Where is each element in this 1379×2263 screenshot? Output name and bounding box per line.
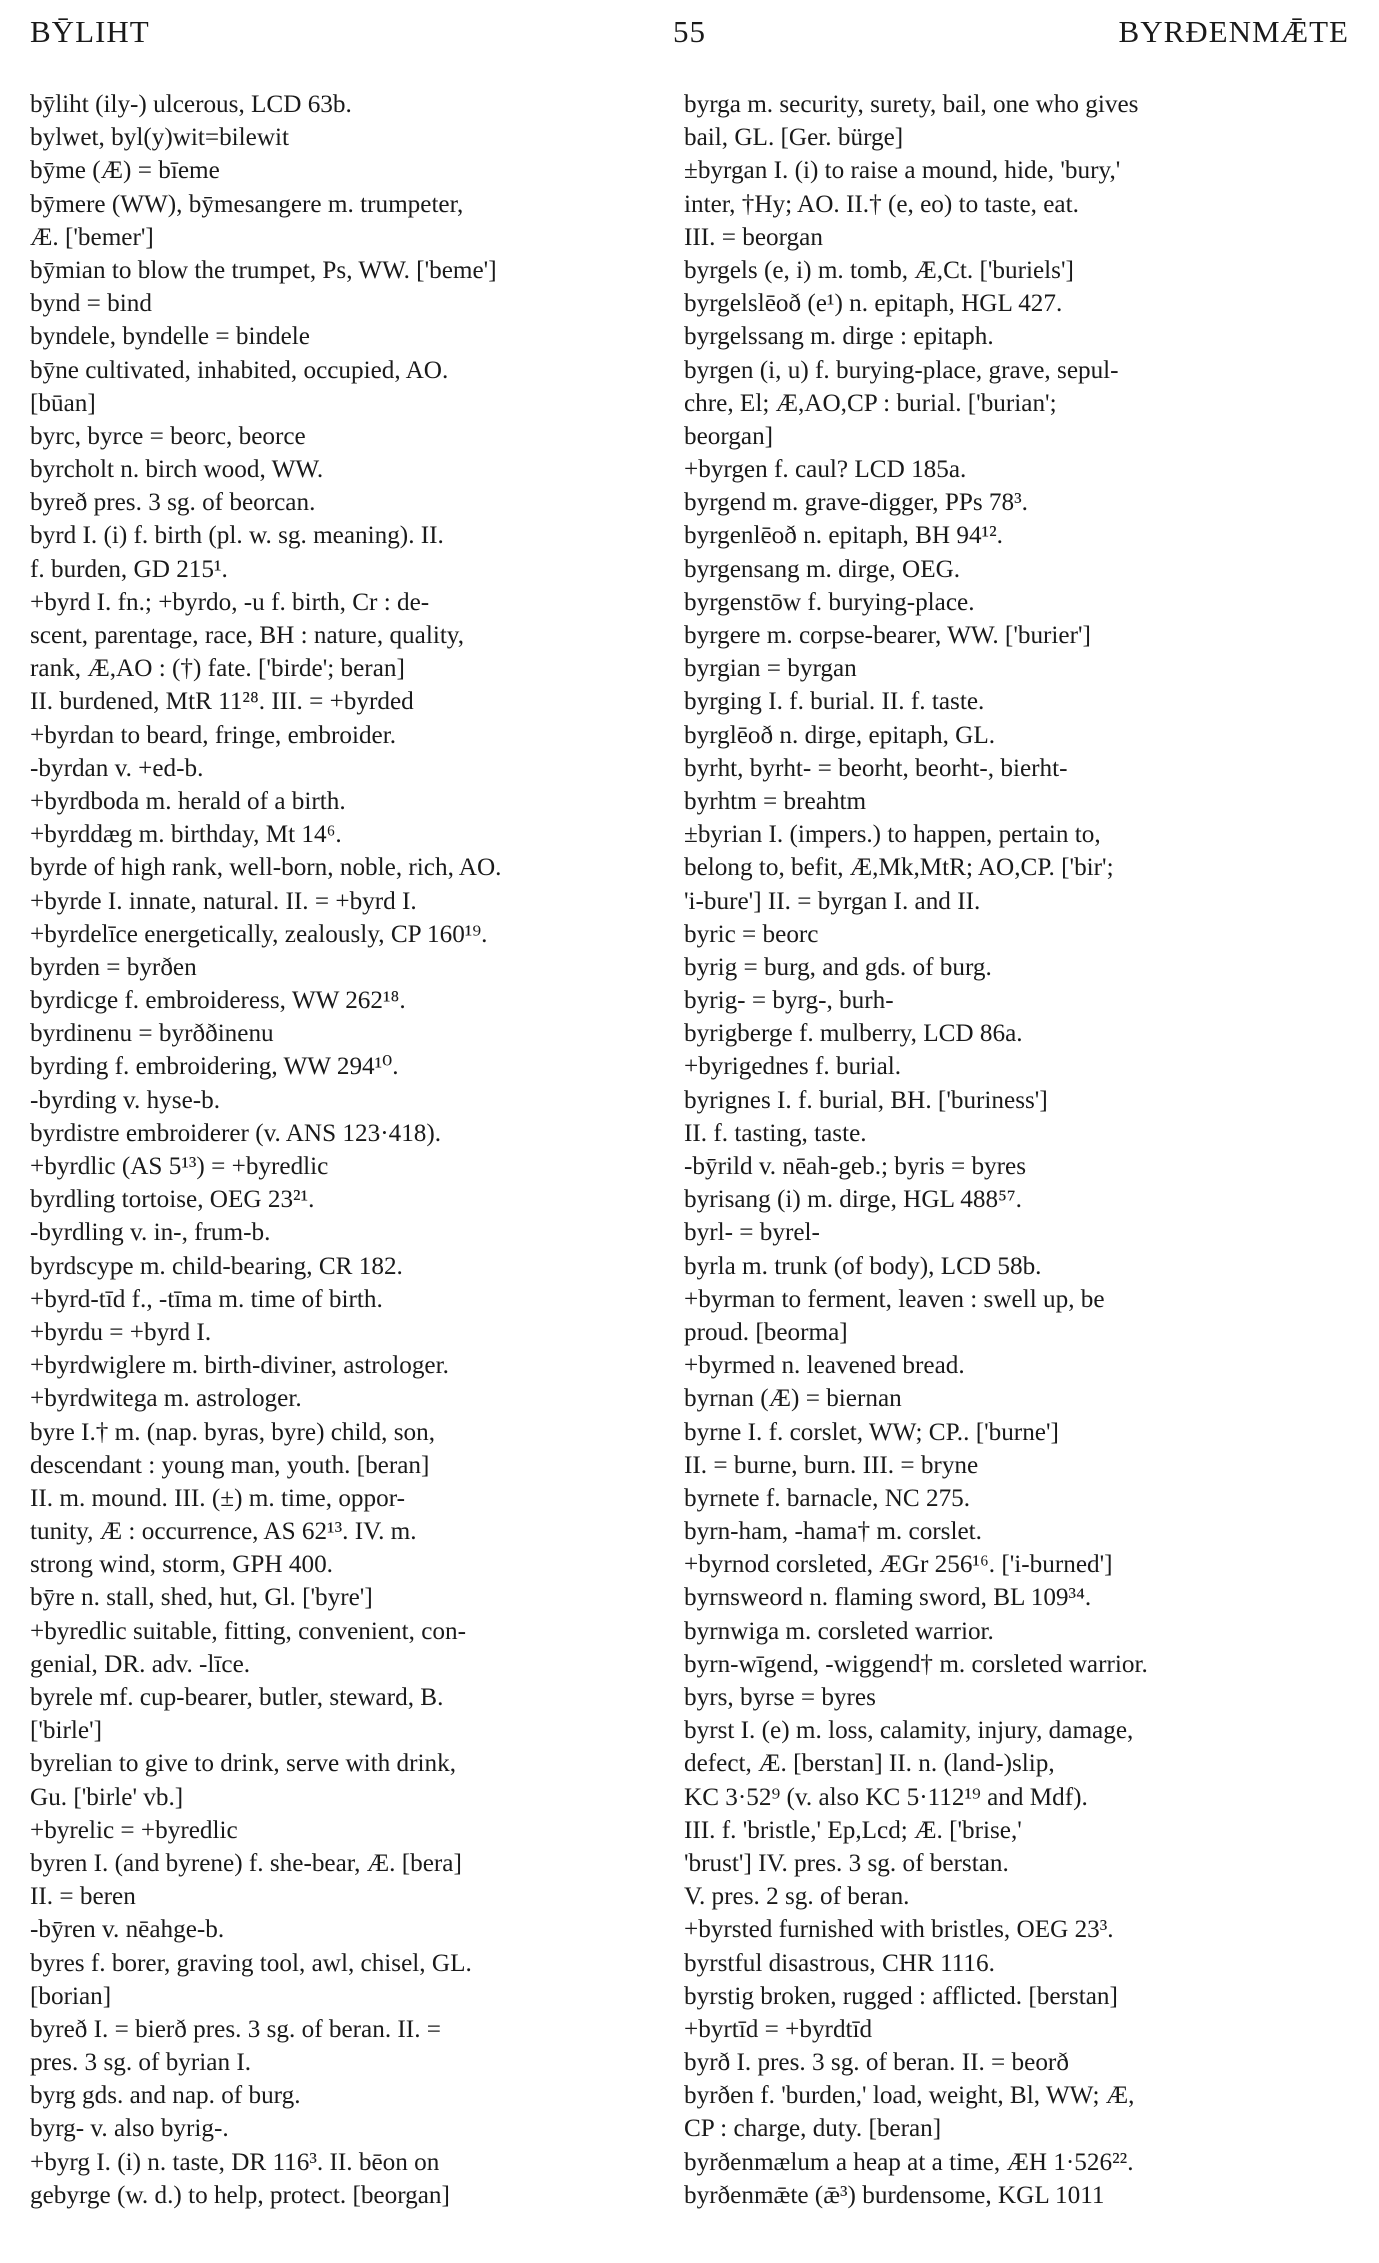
entry-line: byrgenlēoð n. epitaph, BH 94¹². [684,522,1003,550]
entry-line: byrn-wīgend, -wiggend† m. corsleted warrior. [684,1650,1148,1678]
entry-line: byrig = burg, and gds. of burg. [684,953,992,981]
entry-line: byrgelssang m. dirge : epitaph. [684,323,994,351]
entry-line: byrdinenu = byrððinenu [30,1020,274,1048]
entry-line: gebyrge (w. d.) to help, protect. [beorgan] [30,2181,450,2209]
entry-line: byrele mf. cup-bearer, butler, steward, B. [30,1684,444,1711]
entry-line: byrding f. embroidering, WW 294¹⁰. [30,1053,399,1081]
entry-line: byrnwiga m. corsleted warrior. [684,1617,994,1645]
entry-line: II. = beren [30,1883,136,1911]
entry-line: byrla m. trunk (of body), LCD 58b. [684,1252,1042,1280]
entry-line: -bȳren v. nēahge-b. [30,1916,225,1944]
entry-line: II. = burne, burn. III. = bryne [684,1451,979,1479]
entry-line: byrga m. security, surety, bail, one who gives [684,91,1139,118]
entry-line: byrst I. (e) m. loss, calamity, injury, damage, [684,1717,1134,1745]
entry-line: descendant : young man, youth. [beran] [30,1451,430,1479]
entry-line: byrging I. f. burial. II. f. taste. [684,688,985,716]
entry-line: belong to, befit, Æ,Mk,MtR; AO,CP. ['bir'; [684,854,1114,882]
entry-line: Gu. ['birle' vb.] [30,1783,184,1811]
entry-line: -byrdling v. in-, frum-b. [30,1219,271,1247]
entry-line: genial, DR. adv. -līce. [30,1650,251,1678]
entry-line: +byrdlic (AS 5¹³) = +byredlic [30,1153,329,1180]
entry-line: byrg gds. and nap. of burg. [30,2082,301,2110]
entry-line: rank, Æ,AO : (†) fate. ['birde'; beran] [30,655,405,683]
entry-line: byrgian = byrgan [684,655,857,683]
entry-line: +byrde I. innate, natural. II. = +byrd I. [30,887,417,915]
entry-line: byrisang (i) m. dirge, HGL 488⁵⁷. [684,1186,1022,1214]
entry-line: byrn-ham, -hama† m. corslet. [684,1518,982,1546]
entry-line: byrstful disastrous, CHR 1116. [684,1949,995,1977]
entry-line: byren I. (and byrene) f. she-bear, Æ. [bera] [30,1849,462,1877]
entry-line: byrgels (e, i) m. tomb, Æ,Ct. ['buriels'] [684,256,1074,284]
entry-line: +byrdu = +byrd I. [30,1318,212,1346]
entry-line: CP : charge, duty. [beran] [684,2115,942,2143]
entry-line: byrglēoð n. dirge, epitaph, GL. [684,721,996,749]
entry-line: byrne I. f. corslet, WW; CP.. ['burne'] [684,1418,1059,1446]
entry-line: bȳne cultivated, inhabited, occupied, AO. [30,356,449,384]
entry-line: -bȳrild v. nēah-geb.; byris = byres [684,1153,1027,1180]
entry-line: [borian] [30,1982,112,2010]
entry-line: +byrdan to beard, fringe, embroider. [30,721,397,749]
entry-line: byrgensang m. dirge, OEG. [684,555,961,583]
entry-line: II. burdened, MtR 11²⁸. III. = +byrded [30,688,414,716]
entry-line: byrcholt n. birch wood, WW. [30,456,324,484]
entry-line: II. f. tasting, taste. [684,1119,867,1147]
entry-line: +byrigednes f. burial. [684,1053,902,1081]
entry-line: byrgelslēoð (e¹) n. epitaph, HGL 427. [684,290,1063,318]
entry-line: KC 3·52⁹ (v. also KC 5·112¹⁹ and Mdf). [684,1783,1088,1811]
entry-line: proud. [beorma] [684,1318,848,1346]
entry-line: bȳme (Æ) = bīeme [30,157,220,185]
entry-line: byreð I. = bierð pres. 3 sg. of beran. II. = [30,2015,441,2043]
entry-line: +byrnod corsleted, ÆGr 256¹⁶. ['i-burned'] [684,1551,1113,1579]
entry-line: -byrding v. hyse-b. [30,1086,221,1114]
entry-line: byrðenmælum a heap at a time, ÆH 1·526²². [684,2148,1134,2176]
entry-line: ['birle'] [30,1717,103,1745]
entry-line: ±byrian I. (impers.) to happen, pertain to, [684,821,1101,849]
entry-line: +byrgen f. caul? LCD 185a. [684,456,967,484]
page-number: 55 [673,14,706,49]
entry-line: byrht, byrht- = beorht, beorht-, bierht- [684,754,1068,782]
entry-line: byric = beorc [684,920,819,948]
entry-line: byrigberge f. mulberry, LCD 86a. [684,1020,1023,1048]
entry-line: -byrdan v. +ed-b. [30,754,204,782]
entry-line: byndele, byndelle = bindele [30,323,310,351]
entry-line: byrdistre embroiderer (v. ANS 123·418). [30,1119,442,1147]
header-left-guide-word: BȲLIHT [30,14,150,49]
entry-line: byrgen (i, u) f. burying-place, grave, sepul- [684,356,1119,384]
entry-line: chre, El; Æ,AO,CP : burial. ['burian'; [684,389,1057,417]
entry-line: +byrtīd = +byrdtīd [684,2015,873,2043]
entry-line: byrnsweord n. flaming sword, BL 109³⁴. [684,1584,1092,1612]
entry-line: byrnan (Æ) = biernan [684,1385,902,1413]
entry-line: byrignes I. f. burial, BH. ['buriness'] [684,1086,1048,1114]
right-column [684,88,1339,2212]
entry-line: byrd I. (i) f. birth (pl. w. sg. meaning). II. [30,522,444,550]
entry-line: III. f. 'bristle,' Ep,Lcd; Æ. ['brise,' [684,1816,1022,1844]
entry-line: byres f. borer, graving tool, awl, chisel, GL. [30,1949,472,1977]
entry-line: byrden = byrðen [30,953,197,981]
entry-line: +byrelic = +byredlic [30,1816,238,1844]
entry-line: +byrddæg m. birthday, Mt 14⁶. [30,821,342,849]
entry-line: byrdscype m. child-bearing, CR 182. [30,1252,403,1280]
entry-line: +byrman to ferment, leaven : swell up, be [684,1285,1105,1313]
entry-line: bail, GL. [Ger. bürge] [684,124,904,152]
entry-line: byrgere m. corpse-bearer, WW. ['burier'] [684,622,1091,649]
entry-line: defect, Æ. [berstan] II. n. (land-)slip, [684,1750,1055,1778]
entry-line: bylwet, byl(y)wit=bilewit [30,124,290,152]
entry-line: byrgenstōw f. burying-place. [684,588,975,616]
entry-line: bȳliht (ily-) ulcerous, LCD 63b. [30,91,352,118]
entry-line: byrðenmǣte (ǣ³) burdensome, KGL 1011 [684,2181,1105,2209]
entry-line: inter, †Hy; AO. II.† (e, eo) to taste, eat. [684,190,1079,218]
entry-line: byrig- = byrg-, burh- [684,987,894,1015]
entry-line: bynd = bind [30,290,152,318]
entry-line: tunity, Æ : occurrence, AS 62¹³. IV. m. [30,1518,417,1546]
entry-line: byrs, byrse = byres [684,1684,876,1711]
entry-line: pres. 3 sg. of byrian I. [30,2049,252,2077]
entry-line: byrdicge f. embroideress, WW 262¹⁸. [30,987,406,1015]
header-right-guide-word: BYRÐENMǢTE [1118,14,1349,49]
entry-line: byrð I. pres. 3 sg. of beran. II. = beorð [684,2049,1069,2077]
entry-line: Æ. ['bemer'] [30,223,154,251]
entry-line: byrnete f. barnacle, NC 275. [684,1484,971,1512]
entry-line: +byrdelīce energetically, zealously, CP 160¹⁹. [30,920,488,948]
entry-line: V. pres. 2 sg. of beran. [684,1883,910,1911]
entry-line: +byrd-tīd f., -tīma m. time of birth. [30,1285,383,1313]
entry-line: byrc, byrce = beorc, beorce [30,422,306,450]
entry-line: f. burden, GD 215¹. [30,555,228,583]
entry-line: [būan] [30,389,96,417]
running-header [30,14,1349,54]
entry-line: +byrdwitega m. astrologer. [30,1385,302,1413]
left-column [30,88,685,2212]
entry-line: +byrg I. (i) n. taste, DR 116³. II. bēon on [30,2148,440,2176]
entry-line: byrgend m. grave-digger, PPs 78³. [684,489,1028,517]
entry-line: byrhtm = breahtm [684,787,867,815]
entry-line: byrl- = byrel- [684,1219,820,1247]
entry-line: 'brust'] IV. pres. 3 sg. of berstan. [684,1849,1009,1877]
entry-line: ±byrgan I. (i) to raise a mound, hide, 'bury,' [684,157,1121,185]
entry-line: byreð pres. 3 sg. of beorcan. [30,489,316,517]
entry-line: +byrdboda m. herald of a birth. [30,787,346,815]
entry-line: bȳre n. stall, shed, hut, Gl. ['byre'] [30,1584,373,1612]
entry-line: strong wind, storm, GPH 400. [30,1551,333,1579]
entry-line: byrde of high rank, well-born, noble, rich, AO. [30,854,502,882]
entry-line: 'i-bure'] II. = byrgan I. and II. [684,887,981,915]
entry-line: II. m. mound. III. (±) m. time, oppor- [30,1484,405,1512]
entry-line: +byrdwiglere m. birth-diviner, astrologer. [30,1352,449,1380]
entry-line: scent, parentage, race, BH : nature, quality, [30,622,465,649]
entry-line: +byrmed n. leavened bread. [684,1352,965,1380]
entry-line: +byrsted furnished with bristles, OEG 23³. [684,1916,1114,1944]
entry-line: +byredlic suitable, fitting, convenient, con- [30,1617,466,1645]
entry-line: +byrd I. fn.; +byrdo, -u f. birth, Cr : de- [30,588,430,616]
entry-line: bȳmere (WW), bȳmesangere m. trumpeter, [30,190,464,218]
entry-line: bȳmian to blow the trumpet, Ps, WW. ['beme'] [30,256,497,284]
entry-line: byrstig broken, rugged : afflicted. [berstan] [684,1982,1118,2010]
entry-line: byre I.† m. (nap. byras, byre) child, son, [30,1418,435,1446]
entry-line: byrg- v. also byrig-. [30,2115,229,2143]
entry-line: beorgan] [684,422,774,450]
entry-line: III. = beorgan [684,223,823,251]
entry-line: byrdling tortoise, OEG 23²¹. [30,1186,315,1214]
entry-line: byrelian to give to drink, serve with drink, [30,1750,456,1778]
entry-line: byrðen f. 'burden,' load, weight, Bl, WW; Æ, [684,2082,1135,2110]
